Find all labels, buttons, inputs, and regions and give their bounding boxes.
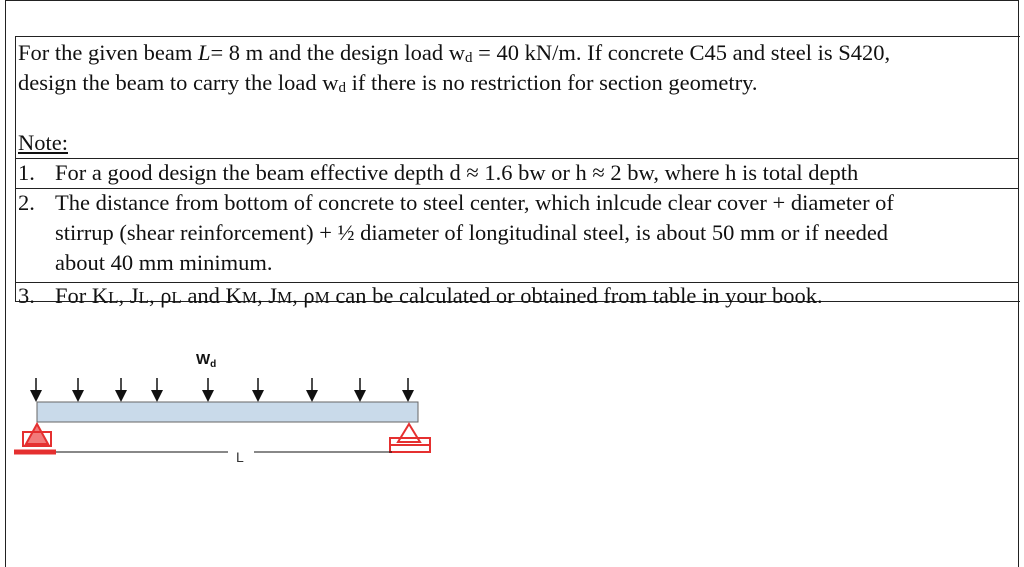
item2-line-1: The distance from bottom of concrete to steel center, which inlcude clear cover + diameter of	[55, 190, 894, 215]
item3-text: For KL, JL, ρL and KM, JM, ρM can be calculated or obtained from table in your book.	[55, 283, 823, 308]
right-roller-support	[390, 424, 430, 452]
span-label: L	[236, 449, 244, 465]
left-pin-support	[14, 424, 56, 452]
item2-number: 2.	[18, 190, 35, 215]
item2-line-2: stirrup (shear reinforcement) + ½ diameter of longitudinal steel, is about 50 mm or if needed	[55, 220, 889, 245]
note-title: Note:	[18, 130, 68, 155]
beam-body	[37, 402, 418, 422]
problem-line-2: design the beam to carry the load $w_d$ if there is no restriction for section geometry.	[18, 70, 758, 96]
item2-line-3: about 40 mm minimum.	[55, 250, 273, 275]
item3-number: 3.	[18, 283, 35, 308]
load-label: $W_d$	[196, 351, 217, 370]
item1-text: For a good design the beam effective depth d ≈ 1.6 bw or h ≈ 2 bw, where h is total depth	[55, 160, 859, 185]
problem-line-1: For the given beam L= 8 m and the design load $w_d = 40$ kN/m. If concrete C45 and steel is S420,	[18, 40, 891, 66]
item1-number: 1.	[18, 160, 35, 185]
distributed-load-arrows	[36, 378, 408, 396]
